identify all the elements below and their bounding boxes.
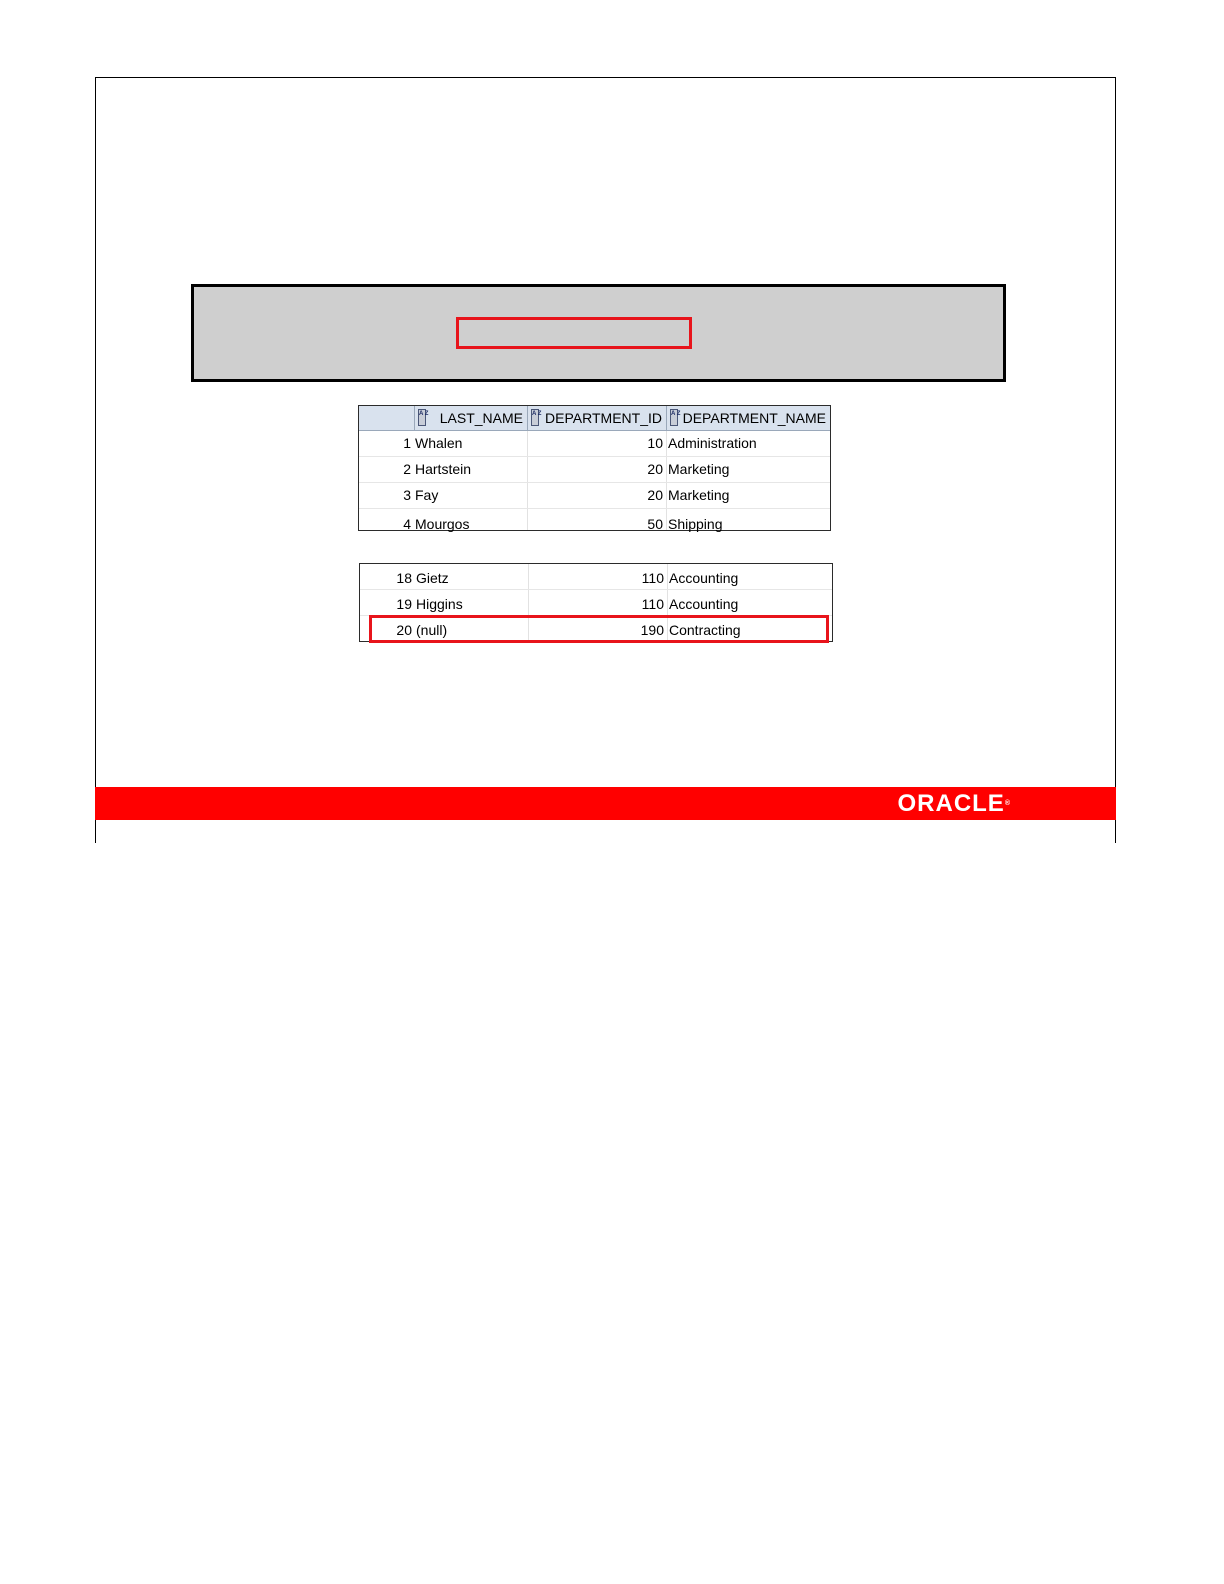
row-number: 4 xyxy=(403,516,411,532)
query-result-grid-top xyxy=(358,405,831,531)
table-row[interactable] xyxy=(360,590,832,616)
department-name-cell: Contracting xyxy=(669,622,741,638)
column-header-department-name[interactable] xyxy=(667,406,830,430)
column-header-label: DEPARTMENT_NAME xyxy=(682,410,826,426)
sql-code-box xyxy=(191,284,1006,382)
last-name-cell: Mourgos xyxy=(415,516,470,532)
table-row[interactable] xyxy=(359,483,830,509)
department-name-cell: Marketing xyxy=(668,487,730,503)
row-number: 1 xyxy=(403,435,411,451)
query-result-grid-bottom xyxy=(359,563,833,642)
department-id-cell: 110 xyxy=(641,570,664,586)
column-header-last-name[interactable] xyxy=(415,406,528,430)
grid-header xyxy=(359,406,830,431)
sort-icon[interactable]: A Z xyxy=(418,409,426,426)
row-number: 20 xyxy=(396,622,412,638)
last-name-cell: (null) xyxy=(416,622,448,638)
row-number: 2 xyxy=(403,461,411,477)
row-number: 3 xyxy=(403,487,411,503)
last-name-cell: Higgins xyxy=(416,596,463,612)
table-row[interactable] xyxy=(359,509,830,530)
department-id-cell: 190 xyxy=(640,622,664,638)
department-name-cell: Accounting xyxy=(669,570,739,586)
sort-icon[interactable]: A Z xyxy=(531,409,539,426)
last-name-cell: Fay xyxy=(415,487,439,503)
table-row[interactable] xyxy=(359,431,830,457)
column-header-label: LAST_NAME xyxy=(439,410,523,426)
column-header-label: DEPARTMENT_ID xyxy=(545,410,662,426)
logo-text: ORACLE xyxy=(897,790,1005,817)
row-highlight-box xyxy=(369,615,829,643)
department-name-cell: Administration xyxy=(668,435,757,451)
row-number: 19 xyxy=(396,596,412,612)
row-number: 18 xyxy=(396,570,412,586)
last-name-cell: Hartstein xyxy=(415,461,472,477)
footer-bar xyxy=(95,787,1116,820)
table-row[interactable] xyxy=(359,457,830,483)
department-name-cell: Accounting xyxy=(669,596,739,612)
department-id-cell: 20 xyxy=(647,461,663,477)
department-id-cell: 20 xyxy=(647,487,663,503)
department-id-cell: 50 xyxy=(647,516,663,532)
department-id-cell: 110 xyxy=(641,596,664,612)
oracle-logo xyxy=(897,791,1010,817)
sort-icon[interactable]: A Z xyxy=(670,409,678,426)
department-name-cell: Marketing xyxy=(668,461,730,477)
registered-mark: ® xyxy=(1004,800,1010,807)
code-highlight-box xyxy=(456,317,692,349)
last-name-cell: Gietz xyxy=(416,570,449,586)
column-header-department-id[interactable] xyxy=(528,406,667,430)
department-id-cell: 10 xyxy=(647,435,663,451)
last-name-cell: Whalen xyxy=(415,435,463,451)
table-row[interactable] xyxy=(360,564,832,590)
row-number-header xyxy=(359,406,415,430)
department-name-cell: Shipping xyxy=(668,516,723,532)
